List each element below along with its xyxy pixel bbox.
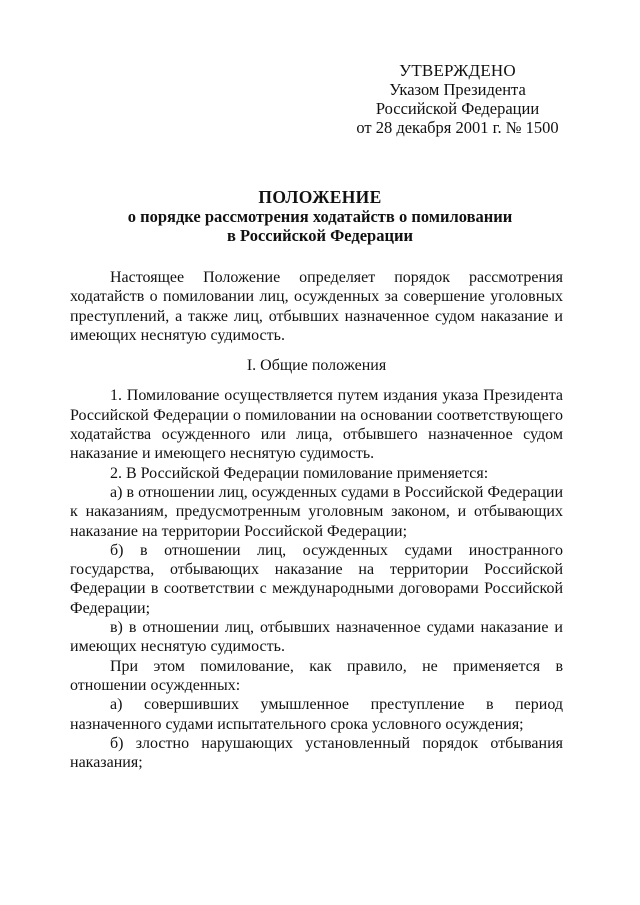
paragraph-2c: в) в отношении лиц, отбывших назначенное судами наказание и имеющих неснятую судимость.: [70, 619, 563, 656]
section-heading: I. Общие положения: [246, 357, 387, 375]
approval-country: Российской Федерации: [375, 99, 540, 118]
document-body: [70, 268, 563, 772]
approval-decree: Указом Президента: [389, 80, 526, 99]
paragraph-exceptions: При этом помилование, как правило, не применяется в отношении осужденных:: [70, 657, 563, 694]
paragraph-1: 1. Помилование осуществляется путем издания указа Президента Российской Федерации о помиловании на основании соответствующего ходатайства осужденного или лица, отбывшего назначенное судом наказание и имеющего неснятую судимость.: [70, 387, 563, 463]
title-subtitle-1: о порядке рассмотрения ходатайств о помиловании: [127, 207, 513, 226]
title-subtitle-2: в Российской Федерации: [226, 226, 413, 245]
intro-paragraph: Настоящее Положение определяет порядок рассмотрения ходатайств о помиловании лиц, осужденных за совершение уголовных преступлений, а также лиц, отбывших назначенное судом наказание и имеющих неснятую судимость.: [70, 269, 563, 344]
approval-stamp: [300, 61, 615, 137]
approval-date: от 28 декабря 2001 г. № 1500: [356, 118, 559, 137]
paragraph-2: 2. В Российской Федерации помилование применяется:: [110, 464, 489, 482]
paragraph-2b: б) в отношении лиц, осужденных судами иностранного государства, отбывающих наказание на территории Российской Федерации в соответствии с международными договорами Российской Федерации;: [70, 541, 563, 617]
paragraph-exception-b: б) злостно нарушающих установленный порядок отбывания наказания;: [70, 734, 563, 772]
approval-title: УТВЕРЖДЕНО: [399, 61, 516, 80]
paragraph-2a: а) в отношении лиц, осужденных судами в Российской Федерации к наказаниям, предусмотренным уголовным законом, и отбывающих наказание на территории Российской Федерации;: [70, 483, 563, 540]
document-title: [40, 188, 600, 245]
paragraph-exception-a: а) совершивших умышленное преступление в период назначенного судами испытательного срока условного осуждения;: [70, 696, 563, 733]
title-main: ПОЛОЖЕНИЕ: [258, 187, 382, 207]
